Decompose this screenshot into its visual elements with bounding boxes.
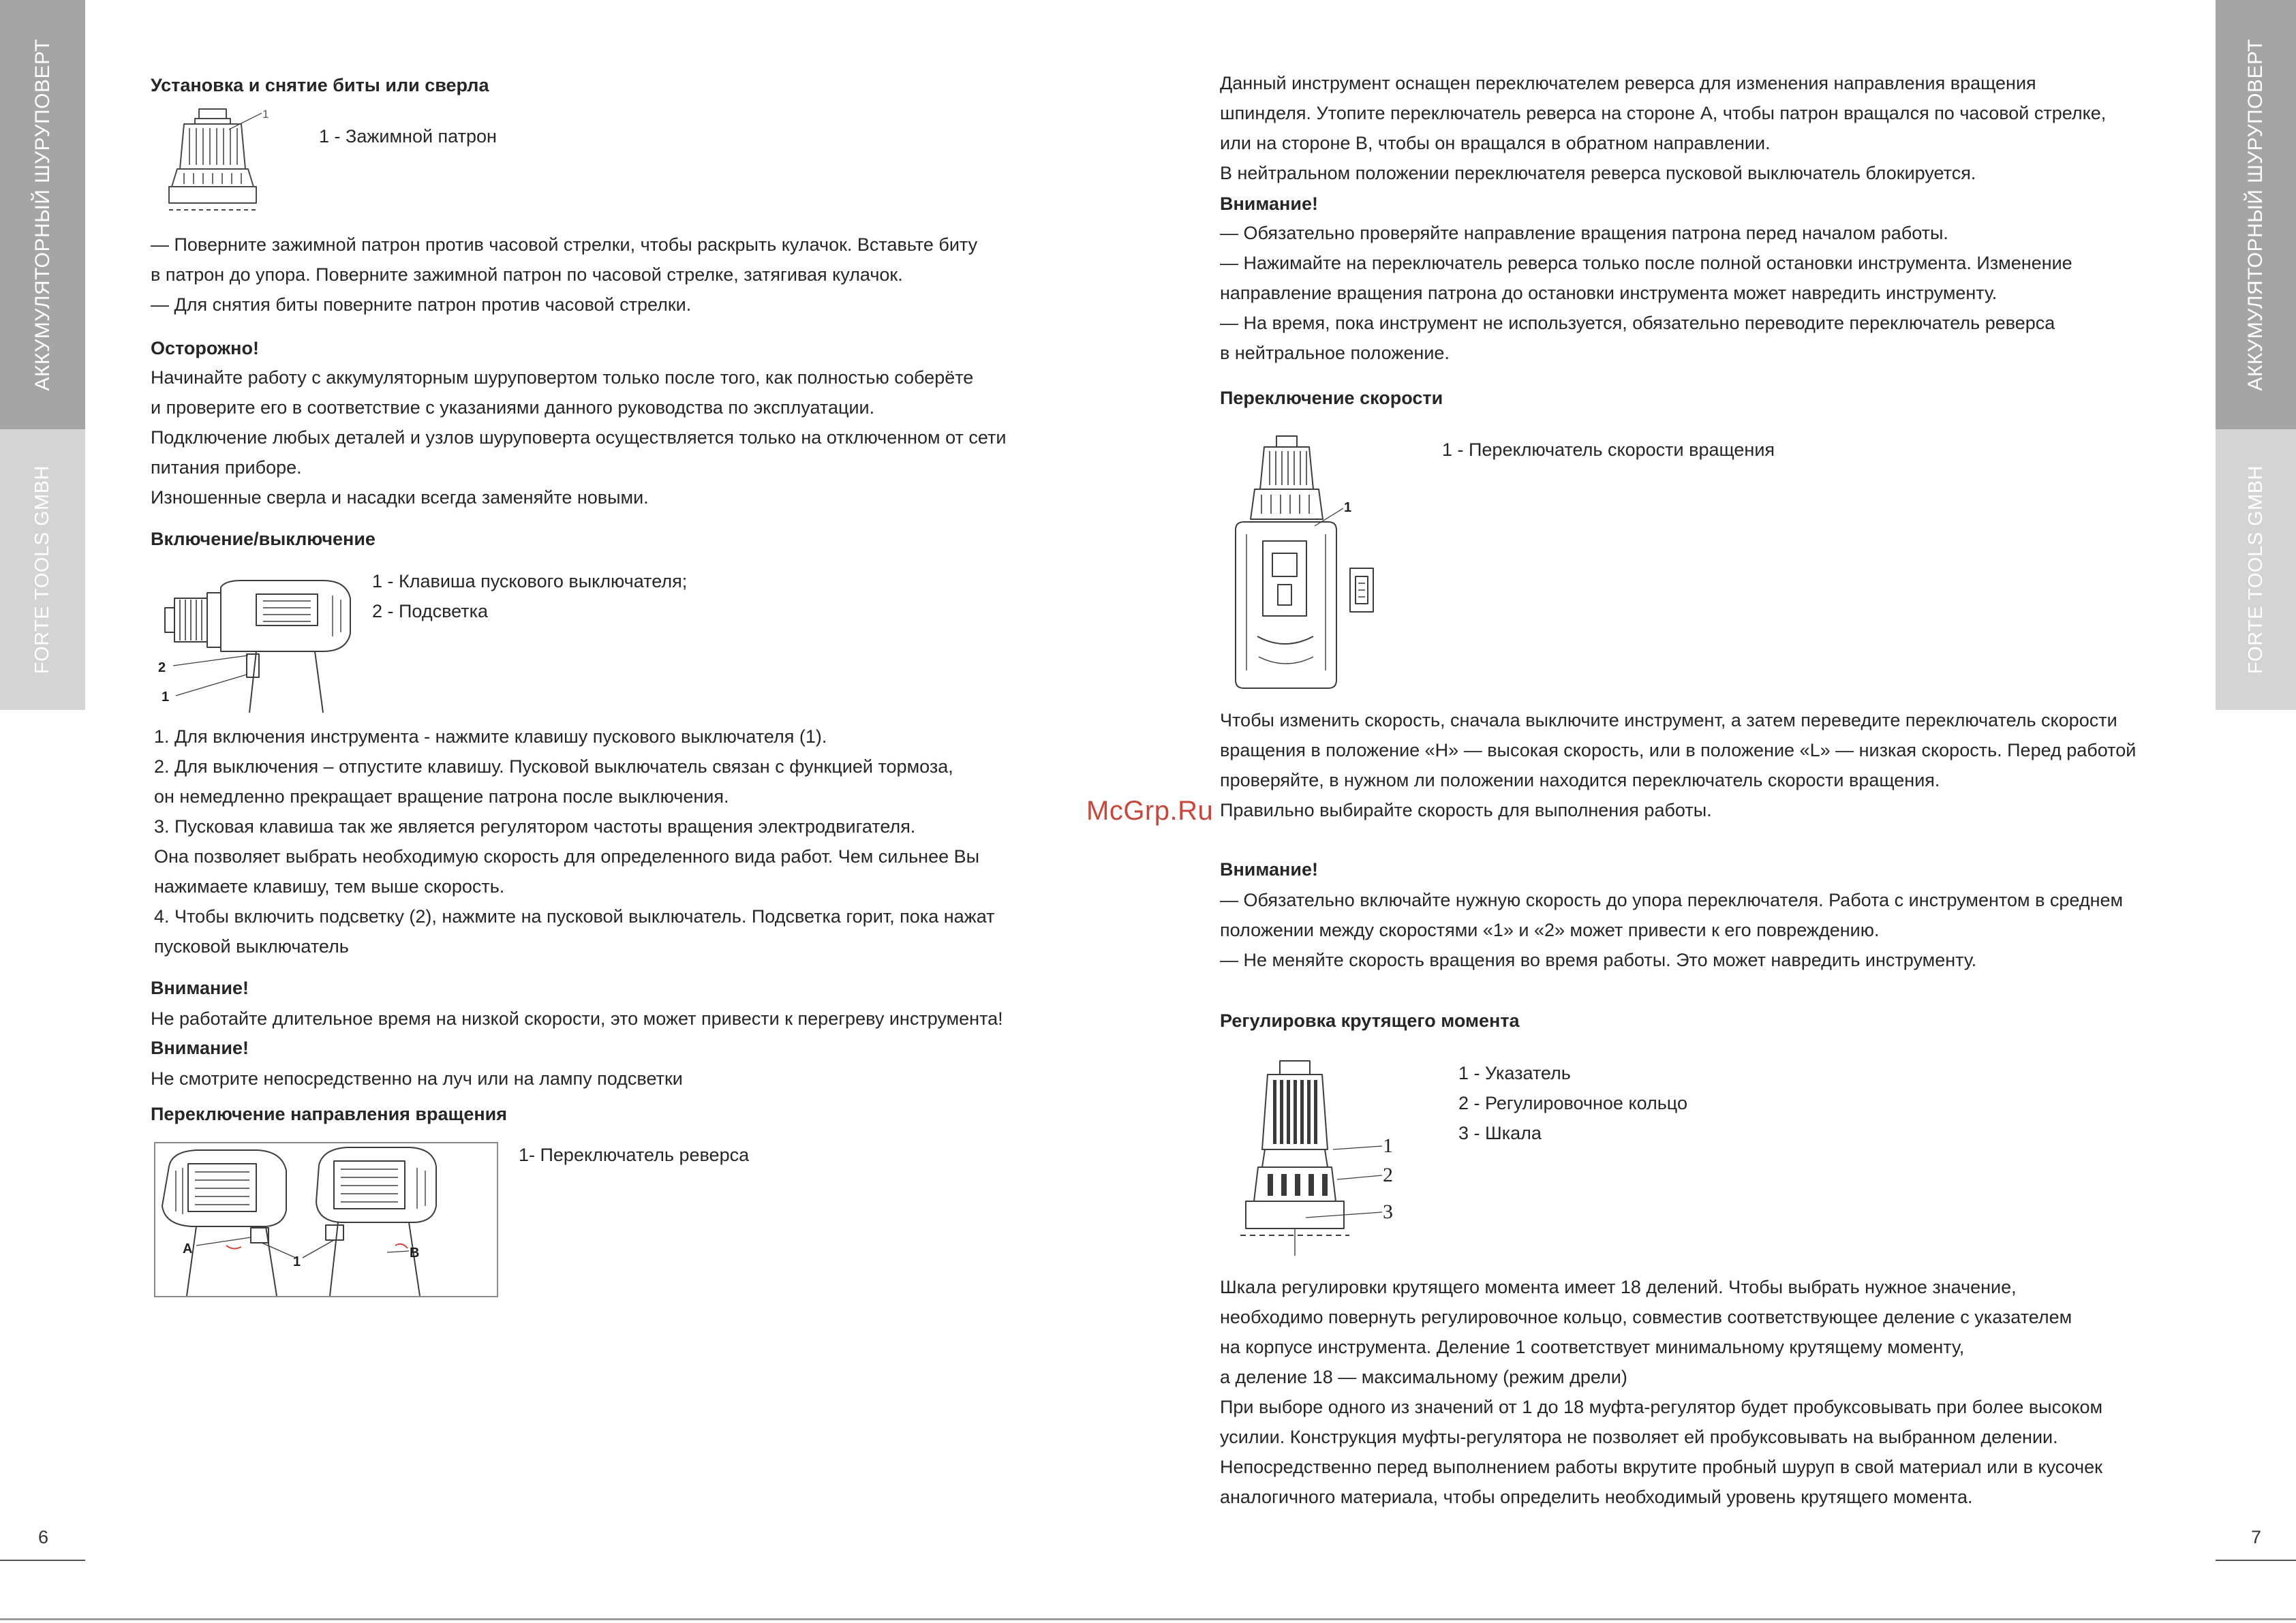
paragraph-line: на корпусе инструмента. Деление 1 соответствует минимальному крутящему моменту, <box>1220 1337 1965 1357</box>
paragraph-line: — Обязательно включайте нужную скорость до упора переключателя. Работа с инструментом в среднем <box>1220 890 2124 910</box>
figure-legend-item: 2 - Регулировочное кольцо <box>1458 1093 1687 1113</box>
paragraph-line: — На время, пока инструмент не используется, обязательно переводите переключатель реверса <box>1220 313 2055 333</box>
paragraph-line: 3. Пусковая клавиша так же является регулятором частоты вращения электродвигателя. <box>154 816 916 837</box>
torque-figure-label-3: 3 <box>1383 1201 1393 1223</box>
paragraph-line: — Обязательно проверяйте направление вращения патрона перед началом работы. <box>1220 223 1948 243</box>
speed-attention-list <box>1220 885 2123 975</box>
paragraph-line: Изношенные сверла и насадки всегда заменяйте новыми. <box>151 487 649 508</box>
reverse-attention-list <box>1220 218 2072 368</box>
attention-text: Не смотрите непосредственно на луч или на лампу подсветки <box>151 1068 683 1089</box>
paragraph-line: направление вращения патрона до остановки инструмента может навредить инструменту. <box>1220 283 1997 303</box>
paragraph-line: Чтобы изменить скорость, сначала выключите инструмент, а затем переведите переключатель скорости <box>1220 710 2117 730</box>
paragraph-line: Правильно выбирайте скорость для выполнения работы. <box>1220 800 1712 820</box>
section-heading-direction: Переключение направления вращения <box>151 1104 507 1124</box>
attention-text: Не работайте длительное время на низкой скорости, это может привести к перегреву инструмента! <box>151 1008 1003 1029</box>
left-side-tab-brand-block <box>0 429 85 710</box>
section-heading-torque: Регулировка крутящего момента <box>1220 1010 1520 1031</box>
paragraph-line: Начинайте работу с аккумуляторным шуруповертом только после того, как полностью соберёте <box>151 367 974 388</box>
attention-heading: Внимание! <box>1220 194 1318 214</box>
left-side-tab-title-block <box>0 0 85 429</box>
paragraph-line: а деление 18 — максимальному (режим дрели) <box>1220 1367 1627 1387</box>
paragraph-line: положении между скоростями «1» и «2» может привести к его повреждению. <box>1220 920 1880 940</box>
speed-switch-figure <box>1230 432 1388 691</box>
attention-heading: Внимание! <box>151 978 249 998</box>
drill-side-figure <box>154 575 367 713</box>
chuck-figure <box>154 102 271 219</box>
right-side-tab-title: АККУМУЛЯТОРНЫЙ ШУРУПОВЕРТ <box>2244 38 2267 391</box>
paragraph-line: 2. Для выключения – отпустите клавишу. Пусковой выключатель связан с функцией тормоза, <box>154 756 953 777</box>
paragraph-line: 1. Для включения инструмента - нажмите клавишу пускового выключателя (1). <box>154 726 827 747</box>
paragraph-line: В нейтральном положении переключателя реверса пусковой выключатель блокируется. <box>1220 163 1976 183</box>
paragraph-line: Данный инструмент оснащен переключателем реверса для изменения направления вращения <box>1220 73 2036 93</box>
torque-legend <box>1458 1058 1687 1148</box>
reverse-figure-label-a: A <box>183 1241 193 1256</box>
paragraph-line: или на стороне В, чтобы он вращался в обратном направлении. <box>1220 133 1771 153</box>
paragraph-line: в нейтральное положение. <box>1220 343 1450 363</box>
paragraph-line: аналогичного материала, чтобы определить необходимый уровень крутящего момента. <box>1220 1487 1973 1507</box>
right-side-tab-brand: FORTE TOOLS GMBH <box>2244 465 2267 675</box>
speed-instructions <box>1220 705 2136 825</box>
left-side-tab-title: АККУМУЛЯТОРНЫЙ ШУРУПОВЕРТ <box>31 38 54 391</box>
paragraph-line: необходимо повернуть регулировочное кольцо, совместив соответствующее деление с указателем <box>1220 1307 2072 1327</box>
paragraph-line: Непосредственно перед выполнением работы вкрутите пробный шуруп в свой материал или в кусочек <box>1220 1457 2102 1477</box>
chuck-figure-label-1: 1 <box>262 108 269 121</box>
drill-figure-label-1: 1 <box>162 690 170 705</box>
caution-heading: Осторожно! <box>151 338 259 358</box>
paragraph-line: Она позволяет выбрать необходимую скорость для определенного вида работ. Чем сильнее Вы <box>154 846 980 867</box>
page-number-rule-right <box>2216 1560 2296 1561</box>
paragraph-line: — Поверните зажимной патрон против часовой стрелки, чтобы раскрыть кулачок. Вставьте биту <box>151 234 978 255</box>
figure-legend-item: 1- Переключатель реверса <box>519 1145 750 1165</box>
reverse-switch-figure <box>154 1142 498 1297</box>
page-number-rule-left <box>0 1560 85 1561</box>
paragraph-line: он немедленно прекращает вращение патрона после выключения. <box>154 786 729 807</box>
paragraph-line: пусковой выключатель <box>154 936 349 957</box>
reverse-figure-label-b: B <box>410 1246 420 1261</box>
right-side-tab-brand-block <box>2216 429 2296 710</box>
paragraph-line: проверяйте, в нужном ли положении находится переключатель скорости вращения. <box>1220 770 1940 790</box>
figure-legend-item: 2 - Подсветка <box>372 601 489 621</box>
watermark: McGrp.Ru <box>1086 796 1214 826</box>
reverse-description <box>1220 68 2106 188</box>
paragraph-line: усилии. Конструкция муфты-регулятора не позволяет ей пробуксовывать на выбранном делении. <box>1220 1427 2058 1447</box>
paragraph-line: вращения в положение «H» — высокая скорость, или в положение «L» — низкая скорость. Перед работой <box>1220 740 2137 760</box>
caution-paragraph <box>151 362 1006 512</box>
torque-figure-label-1: 1 <box>1383 1134 1393 1157</box>
torque-description <box>1220 1272 2102 1512</box>
left-side-tab-brand: FORTE TOOLS GMBH <box>31 465 53 675</box>
torque-figure-label-2: 2 <box>1383 1164 1393 1186</box>
section-heading-speed: Переключение скорости <box>1220 388 1443 408</box>
paragraph-line: — Нажимайте на переключатель реверса только после полной остановки инструмента. Изменение <box>1220 253 2072 273</box>
paragraph-line: в патрон до упора. Поверните зажимной патрон по часовой стрелке, затягивая кулачок. <box>151 264 903 285</box>
paragraph-line: — Для снятия биты поверните патрон против часовой стрелки. <box>151 294 692 315</box>
paragraph-line: При выборе одного из значений от 1 до 18 муфта-регулятор будет пробуксовывать при более высоком <box>1220 1397 2103 1417</box>
on-off-instructions <box>154 722 994 961</box>
figure-legend-item: 1 - Зажимной патрон <box>319 126 497 146</box>
reverse-figure-label-1: 1 <box>293 1254 301 1269</box>
paragraph-line: шпинделя. Утопите переключатель реверса на стороне А, чтобы патрон вращался по часовой стрелке, <box>1220 103 2107 123</box>
figure-legend-item: 1 - Указатель <box>1458 1063 1571 1083</box>
torque-ring-figure <box>1238 1057 1401 1256</box>
paragraph-line: — Не меняйте скорость вращения во время работы. Это может навредить инструменту. <box>1220 950 1977 970</box>
section-heading-bit-install: Установка и снятие биты или сверла <box>151 75 489 95</box>
speed-figure-label-1: 1 <box>1344 500 1352 515</box>
attention-heading: Внимание! <box>151 1038 249 1058</box>
paragraph-line: питания приборе. <box>151 457 302 478</box>
bottom-border-rule <box>0 1618 2296 1620</box>
figure-legend-item: 1 - Клавиша пускового выключателя; <box>372 571 688 591</box>
attention-heading: Внимание! <box>1220 859 1318 880</box>
on-off-legend <box>372 566 687 626</box>
drill-figure-label-2: 2 <box>158 660 166 675</box>
page-number-left: 6 <box>38 1527 49 1547</box>
bit-install-paragraph <box>151 230 977 320</box>
figure-legend-item: 1 - Переключатель скорости вращения <box>1442 439 1775 460</box>
figure-legend-item: 3 - Шкала <box>1458 1123 1542 1143</box>
paragraph-line: Шкала регулировки крутящего момента имеет 18 делений. Чтобы выбрать нужное значение, <box>1220 1277 2017 1297</box>
paragraph-line: 4. Чтобы включить подсветку (2), нажмите на пусковой выключатель. Подсветка горит, пока нажат <box>154 906 995 927</box>
page-number-right: 7 <box>2251 1527 2262 1547</box>
right-side-tab-title-block <box>2216 0 2296 429</box>
paragraph-line: Подключение любых деталей и узлов шуруповерта осуществляется только на отключенном от сети <box>151 427 1007 448</box>
paragraph-line: нажимаете клавишу, тем выше скорость. <box>154 876 505 897</box>
section-heading-on-off: Включение/выключение <box>151 529 376 549</box>
paragraph-line: и проверите его в соответствие с указаниями данного руководства по эксплуатации. <box>151 397 875 418</box>
